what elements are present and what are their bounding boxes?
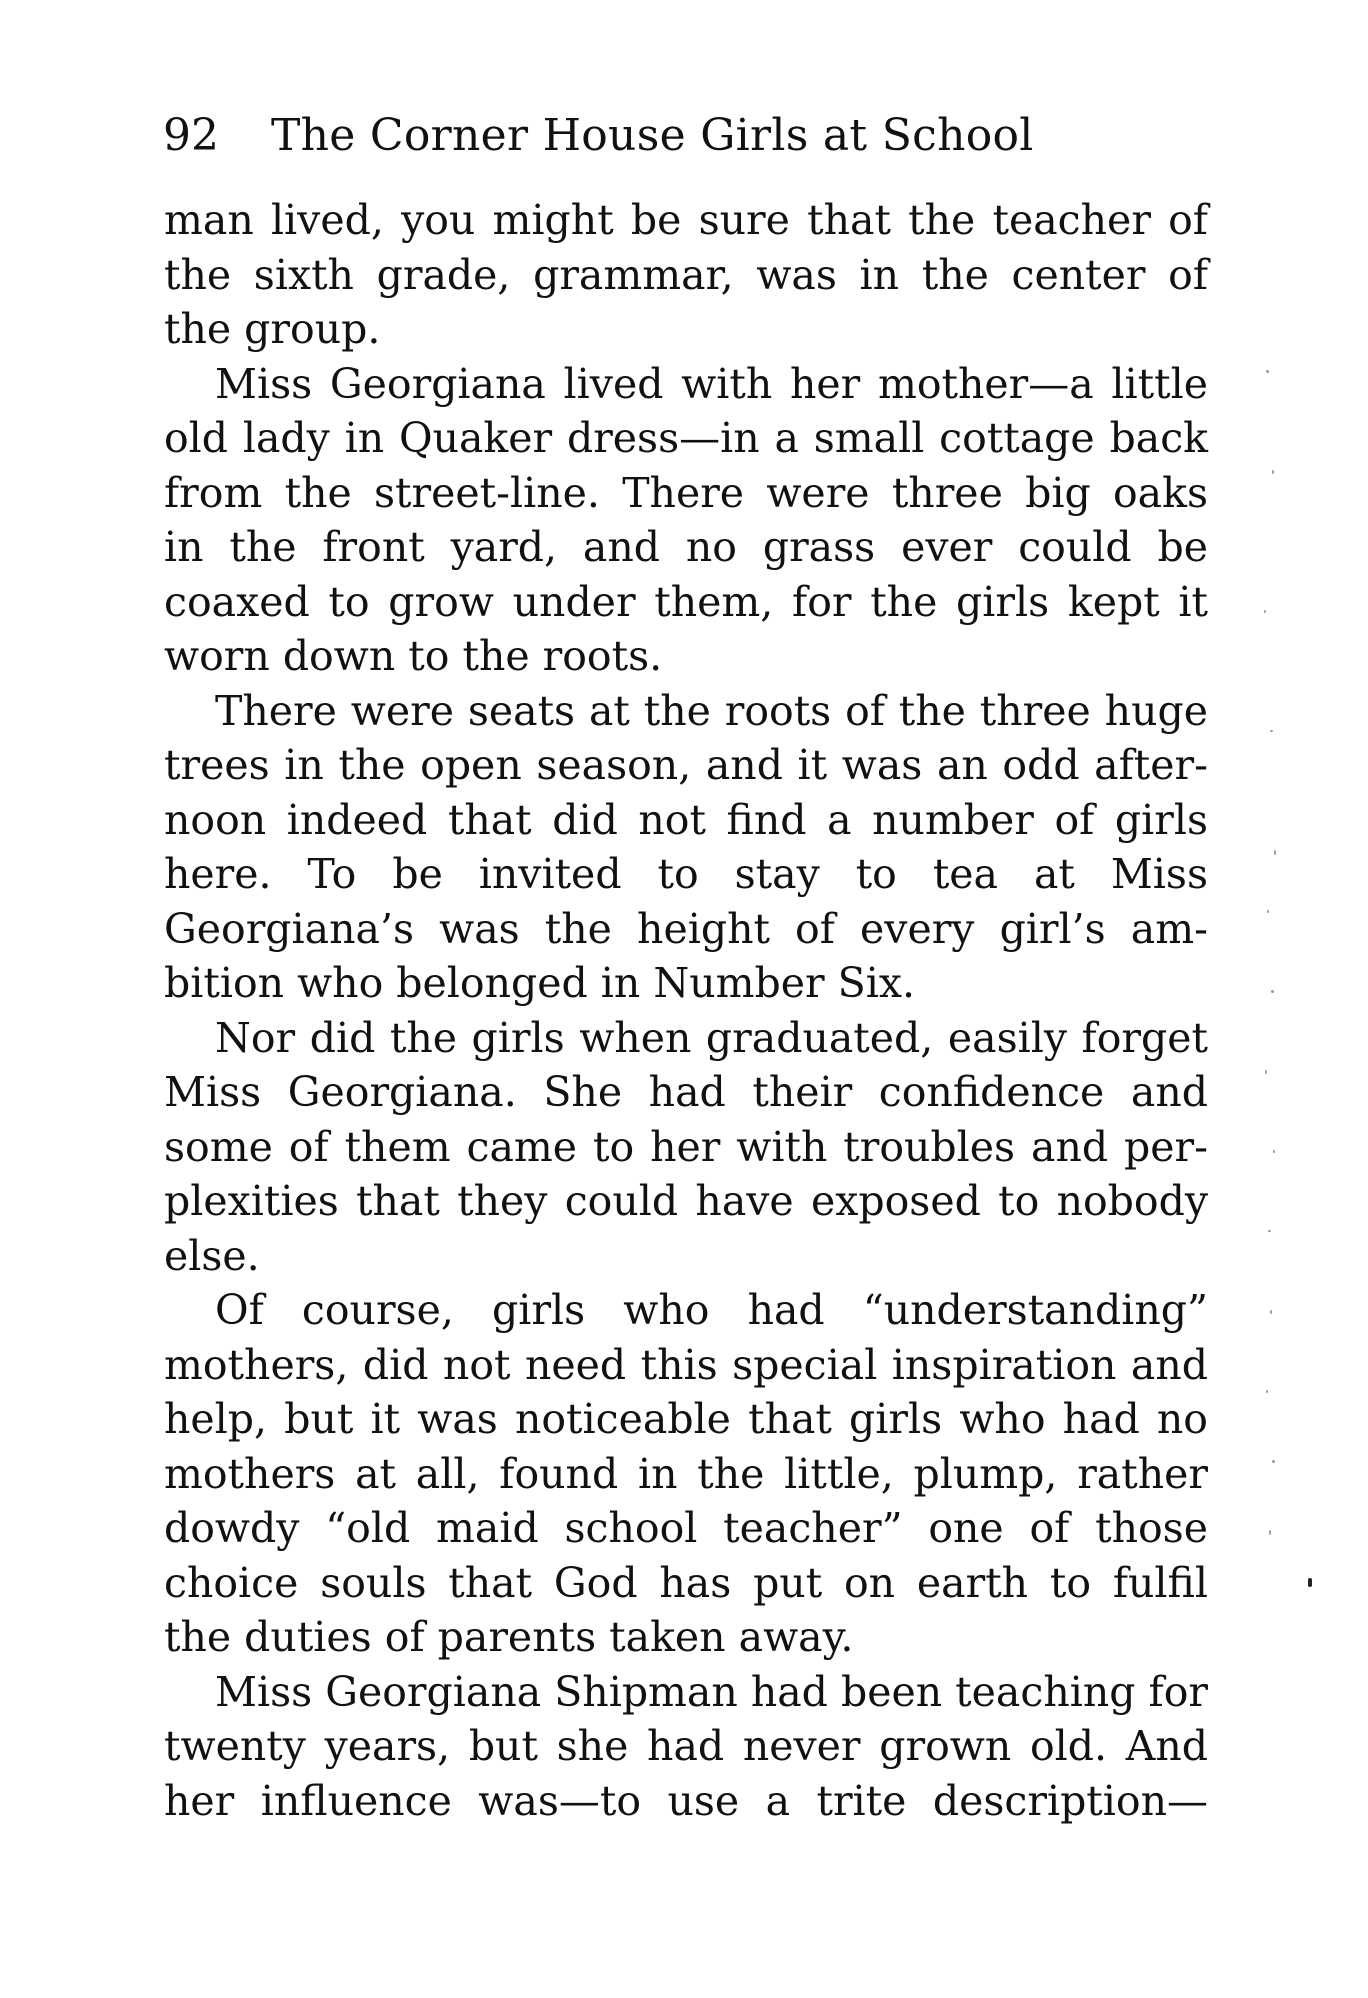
scan-speck <box>1266 1390 1268 1393</box>
paragraph-2 <box>164 357 1208 684</box>
text-line: help, but it was noticeable that girls who had no <box>164 1395 1208 1443</box>
text-line: noon indeed that did not find a number of girls <box>164 795 1208 844</box>
text-line: in the front yard, and no grass ever could be <box>164 523 1208 571</box>
text-line: mothers at all, found in the little, plump, rather <box>164 1449 1208 1498</box>
text-line: the duties of parents taken away. <box>164 1613 854 1661</box>
text-line: dowdy “old maid school teacher” one of those <box>164 1504 1208 1552</box>
scan-speck <box>1264 610 1266 613</box>
body-text <box>164 193 1208 1828</box>
text-line: from the street-line. There were three big oaks <box>164 468 1208 517</box>
text-line: Miss Georgiana. She had their confidence and <box>164 1068 1208 1116</box>
scan-speck <box>1273 1150 1275 1153</box>
text-line: twenty years, but she had never grown old. And <box>164 1722 1208 1770</box>
scan-speck <box>1267 910 1269 913</box>
text-line: Nor did the girls when graduated, easily forget <box>215 1013 1208 1062</box>
text-line: Of course, girls who had “understanding” <box>215 1286 1208 1334</box>
text-line: the group. <box>164 305 381 353</box>
text-line: mothers, did not need this special inspiration and <box>164 1340 1208 1389</box>
page-header <box>163 106 1108 166</box>
scan-speck <box>1274 850 1276 855</box>
running-title: The Corner House Girls at School <box>271 110 1034 161</box>
scan-speck <box>1269 1530 1271 1535</box>
text-line: Miss Georgiana Shipman had been teaching for <box>215 1667 1208 1716</box>
text-line: some of them came to her with troubles and per- <box>164 1122 1208 1171</box>
page-number: 92 <box>163 110 219 161</box>
paragraph-4 <box>164 1011 1208 1284</box>
text-line: There were seats at the roots of the three huge <box>215 686 1208 735</box>
text-line: Georgiana’s was the height of every girl’s am- <box>164 904 1208 953</box>
text-line: bition who belonged in Number Six. <box>164 959 915 1007</box>
scan-speck <box>1268 1230 1271 1232</box>
text-line: trees in the open season, and it was an odd after- <box>164 741 1208 789</box>
text-line: worn down to the roots. <box>164 632 663 680</box>
text-line: else. <box>164 1231 260 1280</box>
scan-speck <box>1272 1460 1275 1463</box>
text-line: coaxed to grow under them, for the girls kept it <box>164 577 1208 626</box>
text-line: choice souls that God has put on earth to fulfil <box>164 1558 1208 1607</box>
scan-margin-noise <box>1258 350 1298 1600</box>
scan-speck <box>1308 1578 1312 1587</box>
paragraph-3 <box>164 684 1208 1011</box>
text-line: old lady in Quaker dress—in a small cottage back <box>164 414 1208 462</box>
text-line: the sixth grade, grammar, was in the center of <box>164 250 1208 299</box>
scan-speck <box>1266 370 1269 373</box>
text-line: Miss Georgiana lived with her mother—a little <box>215 359 1208 408</box>
scan-speck <box>1270 1310 1272 1314</box>
paragraph-6 <box>164 1665 1208 1829</box>
text-line: man lived, you might be sure that the teacher of <box>164 196 1208 244</box>
paragraph-1 <box>164 193 1208 357</box>
paragraph-5 <box>164 1283 1208 1665</box>
scan-speck <box>1272 470 1274 474</box>
scan-speck <box>1271 990 1274 993</box>
scan-speck <box>1270 730 1273 732</box>
text-line: here. To be invited to stay to tea at Miss <box>164 850 1208 898</box>
text-line: plexities that they could have exposed to nobody <box>164 1177 1208 1225</box>
scan-speck <box>1265 1070 1267 1074</box>
text-line: her influence was—to use a trite description— <box>164 1776 1208 1825</box>
